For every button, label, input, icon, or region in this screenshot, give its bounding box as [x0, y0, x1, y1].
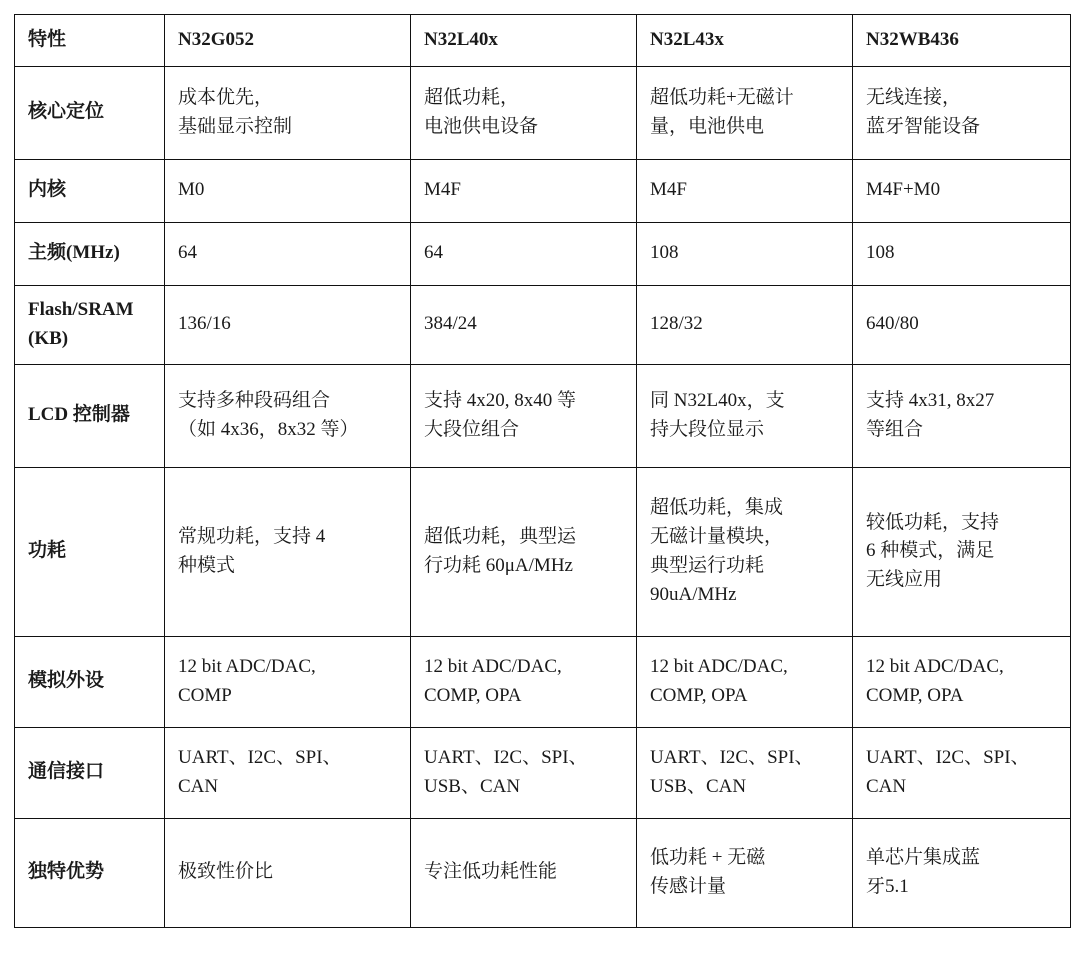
- table-row: [15, 285, 1071, 364]
- table-cell: 成本优先， 基础显示控制: [165, 66, 411, 159]
- table-cell: UART、I2C、SPI、 USB、CAN: [411, 727, 637, 818]
- table-header-row: [15, 15, 1071, 67]
- table-cell: 同 N32L40x，支 持大段位显示: [637, 364, 853, 467]
- table-cell: 12 bit ADC/DAC, COMP, OPA: [853, 636, 1071, 727]
- table-row: [15, 66, 1071, 159]
- table-cell: 12 bit ADC/DAC, COMP, OPA: [411, 636, 637, 727]
- table-cell: 支持 4x31, 8x27 等组合: [853, 364, 1071, 467]
- table-cell: 单芯片集成蓝 牙5.1: [853, 818, 1071, 927]
- row-label: 主频(MHz): [15, 222, 165, 285]
- table-row: [15, 467, 1071, 636]
- table-cell: M4F: [411, 159, 637, 222]
- table-cell: 640/80: [853, 285, 1071, 364]
- table-cell: 专注低功耗性能: [411, 818, 637, 927]
- table-cell: 无线连接， 蓝牙智能设备: [853, 66, 1071, 159]
- table-row: [15, 159, 1071, 222]
- table-cell: 128/32: [637, 285, 853, 364]
- row-label: 通信接口: [15, 727, 165, 818]
- table-cell: M4F: [637, 159, 853, 222]
- table-cell: 12 bit ADC/DAC, COMP: [165, 636, 411, 727]
- table-cell: M0: [165, 159, 411, 222]
- table-cell: UART、I2C、SPI、 CAN: [165, 727, 411, 818]
- row-label: 独特优势: [15, 818, 165, 927]
- row-label: 内核: [15, 159, 165, 222]
- table-row: [15, 636, 1071, 727]
- row-label: 功耗: [15, 467, 165, 636]
- table-cell: 常规功耗，支持 4 种模式: [165, 467, 411, 636]
- table-row: [15, 222, 1071, 285]
- table-cell: 12 bit ADC/DAC, COMP, OPA: [637, 636, 853, 727]
- table-cell: 64: [165, 222, 411, 285]
- row-label: LCD 控制器: [15, 364, 165, 467]
- mcu-comparison-table: [14, 14, 1071, 928]
- column-header-n32l40x: N32L40x: [411, 15, 637, 67]
- table-cell: 支持多种段码组合 （如 4x36，8x32 等）: [165, 364, 411, 467]
- table-cell: 超低功耗， 电池供电设备: [411, 66, 637, 159]
- table-row: [15, 364, 1071, 467]
- table-cell: 超低功耗，集成 无磁计量模块， 典型运行功耗 90uA/MHz: [637, 467, 853, 636]
- table-cell: 支持 4x20, 8x40 等 大段位组合: [411, 364, 637, 467]
- table-cell: UART、I2C、SPI、 CAN: [853, 727, 1071, 818]
- table-row: [15, 818, 1071, 927]
- column-header-n32wb436: N32WB436: [853, 15, 1071, 67]
- table-cell: 384/24: [411, 285, 637, 364]
- table-cell: 低功耗 + 无磁 传感计量: [637, 818, 853, 927]
- table-cell: UART、I2C、SPI、 USB、CAN: [637, 727, 853, 818]
- column-header-n32l43x: N32L43x: [637, 15, 853, 67]
- column-header-n32g052: N32G052: [165, 15, 411, 67]
- column-header-feature: 特性: [15, 15, 165, 67]
- table-body: [15, 66, 1071, 927]
- table-row: [15, 727, 1071, 818]
- row-label: 核心定位: [15, 66, 165, 159]
- row-label: Flash/SRAM (KB): [15, 285, 165, 364]
- row-label: 模拟外设: [15, 636, 165, 727]
- table-cell: 超低功耗+无磁计 量，电池供电: [637, 66, 853, 159]
- table-cell: 超低功耗，典型运 行功耗 60μA/MHz: [411, 467, 637, 636]
- table-cell: 64: [411, 222, 637, 285]
- table-header: [15, 15, 1071, 67]
- table-cell: 136/16: [165, 285, 411, 364]
- table-cell: M4F+M0: [853, 159, 1071, 222]
- table-cell: 108: [637, 222, 853, 285]
- table-cell: 108: [853, 222, 1071, 285]
- table-cell: 较低功耗，支持 6 种模式，满足 无线应用: [853, 467, 1071, 636]
- table-cell: 极致性价比: [165, 818, 411, 927]
